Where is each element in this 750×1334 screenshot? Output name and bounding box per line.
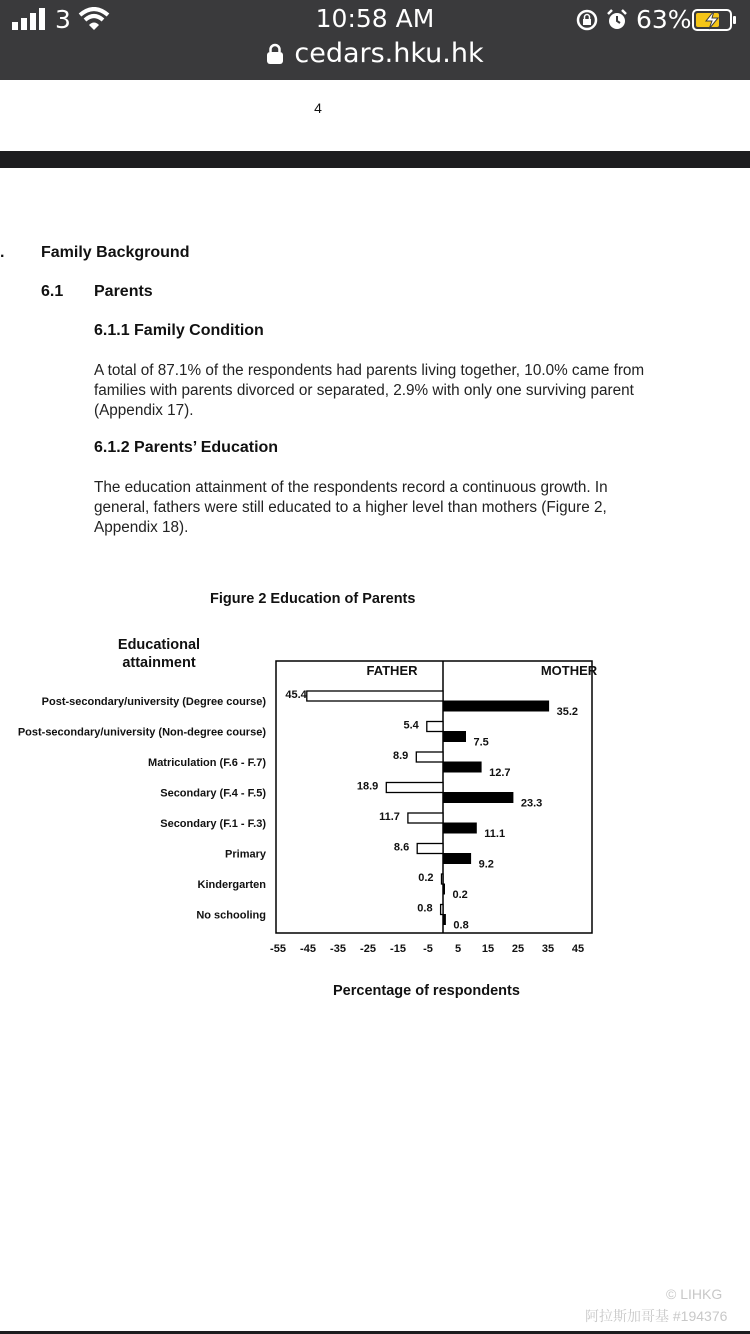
x-tick-label: 5 (454, 943, 462, 955)
mother-bar (443, 762, 481, 772)
watermark-line2: 阿拉斯加哥基 #194376 (585, 1308, 728, 1324)
category-label: Post-secondary/university (Non-degree course) (17, 726, 266, 739)
x-tick-label: 25 (511, 943, 525, 955)
mother-value-label: 35.2 (556, 706, 579, 718)
figure-title: Figure 2 Education of Parents (210, 591, 416, 607)
section-number: . (0, 244, 5, 261)
x-tick-label: -35 (330, 943, 346, 955)
education-bar-chart (0, 655, 750, 975)
mother-bar (443, 701, 549, 711)
mother-bar (443, 884, 445, 894)
father-bar (408, 813, 443, 823)
father-value-label: 0.8 (417, 902, 433, 915)
legend-mother: MOTHER (540, 663, 598, 678)
heading-family-condition: 6.1.1 Family Condition (94, 322, 264, 339)
mother-bar (443, 793, 513, 803)
father-value-label: 18.9 (356, 780, 379, 793)
x-tick-label: 15 (481, 943, 495, 955)
father-bar (417, 844, 443, 854)
url-text[interactable]: cedars.hku.hk (294, 38, 484, 69)
page-separator (0, 151, 750, 168)
mother-value-label: 0.2 (452, 889, 468, 901)
chart-x-axis-label: Percentage of respondents (333, 983, 520, 999)
mother-value-label: 12.7 (489, 767, 511, 779)
alarm-icon (606, 9, 628, 31)
subsection-title: Parents (94, 283, 153, 300)
father-value-label: 11.7 (379, 811, 400, 823)
paragraph-family-condition: A total of 87.1% of the respondents had parents living together, 10.0% came from families with parents divorced or separated, 2.9% with only one surviving parent (Appendix 17). (94, 362, 645, 419)
legend-father: FATHER (366, 663, 418, 678)
clock: 10:58 AM (315, 4, 435, 33)
father-bar (386, 783, 443, 793)
mother-value-label: 9.2 (478, 858, 494, 871)
father-bar (427, 722, 443, 732)
mother-bar (443, 915, 445, 925)
page-number: 4 (314, 100, 322, 116)
category-label: Post-secondary/university (Degree course) (41, 696, 266, 708)
section-title: Family Background (41, 244, 190, 261)
x-tick-label: -5 (423, 943, 433, 955)
paragraph-parents-education: The education attainment of the respondents record a continuous growth. In general, fathers were still educated to a higher level than mothers (Figure 2, Appendix 18). (94, 479, 608, 536)
mother-bar (443, 823, 476, 833)
father-value-label: 0.2 (418, 872, 434, 884)
x-tick-label: 45 (571, 943, 585, 955)
subsection-number: 6.1 (41, 283, 64, 300)
watermark-line1: © LIHKG (666, 1286, 723, 1302)
heading-parents-education: 6.1.2 Parents’ Education (94, 439, 279, 456)
category-label: Secondary (F.1 - F.3) (160, 818, 266, 830)
father-value-label: 8.6 (393, 841, 410, 854)
mother-bar (443, 854, 471, 864)
father-bar (416, 752, 443, 762)
mother-bar (443, 732, 466, 742)
rotation-lock-icon (576, 9, 598, 31)
category-label: No schooling (196, 909, 266, 922)
father-value-label: 5.4 (403, 719, 419, 732)
x-tick-label: -15 (390, 943, 406, 955)
x-tick-label: -45 (300, 943, 316, 955)
status-and-url-bar (0, 0, 750, 80)
carrier-label: 3 (55, 5, 71, 34)
mother-value-label: 23.3 (520, 797, 543, 810)
category-label: Kindergarten (197, 879, 266, 891)
secure-lock-icon (266, 43, 284, 65)
mother-value-label: 11.1 (484, 828, 506, 840)
x-tick-label: -55 (270, 943, 286, 955)
category-label: Primary (225, 848, 266, 861)
y-axis-label-line1: Educational (117, 637, 201, 653)
father-value-label: 8.9 (393, 750, 409, 762)
x-tick-label: 35 (541, 943, 555, 955)
category-label: Secondary (F.4 - F.5) (160, 787, 266, 800)
x-tick-label: -25 (360, 943, 376, 955)
battery-charging-icon (692, 9, 738, 31)
father-bar (441, 905, 443, 915)
father-bar (307, 691, 443, 701)
mother-value-label: 7.5 (473, 736, 489, 749)
mother-value-label: 0.8 (453, 919, 469, 932)
category-label: Matriculation (F.6 - F.7) (148, 757, 266, 769)
father-bar (442, 874, 444, 884)
address-bar[interactable] (0, 38, 750, 69)
father-value-label: 45.4 (285, 689, 307, 701)
y-axis-label-line2: attainment (122, 655, 196, 671)
battery-percentage: 63% (636, 5, 692, 34)
